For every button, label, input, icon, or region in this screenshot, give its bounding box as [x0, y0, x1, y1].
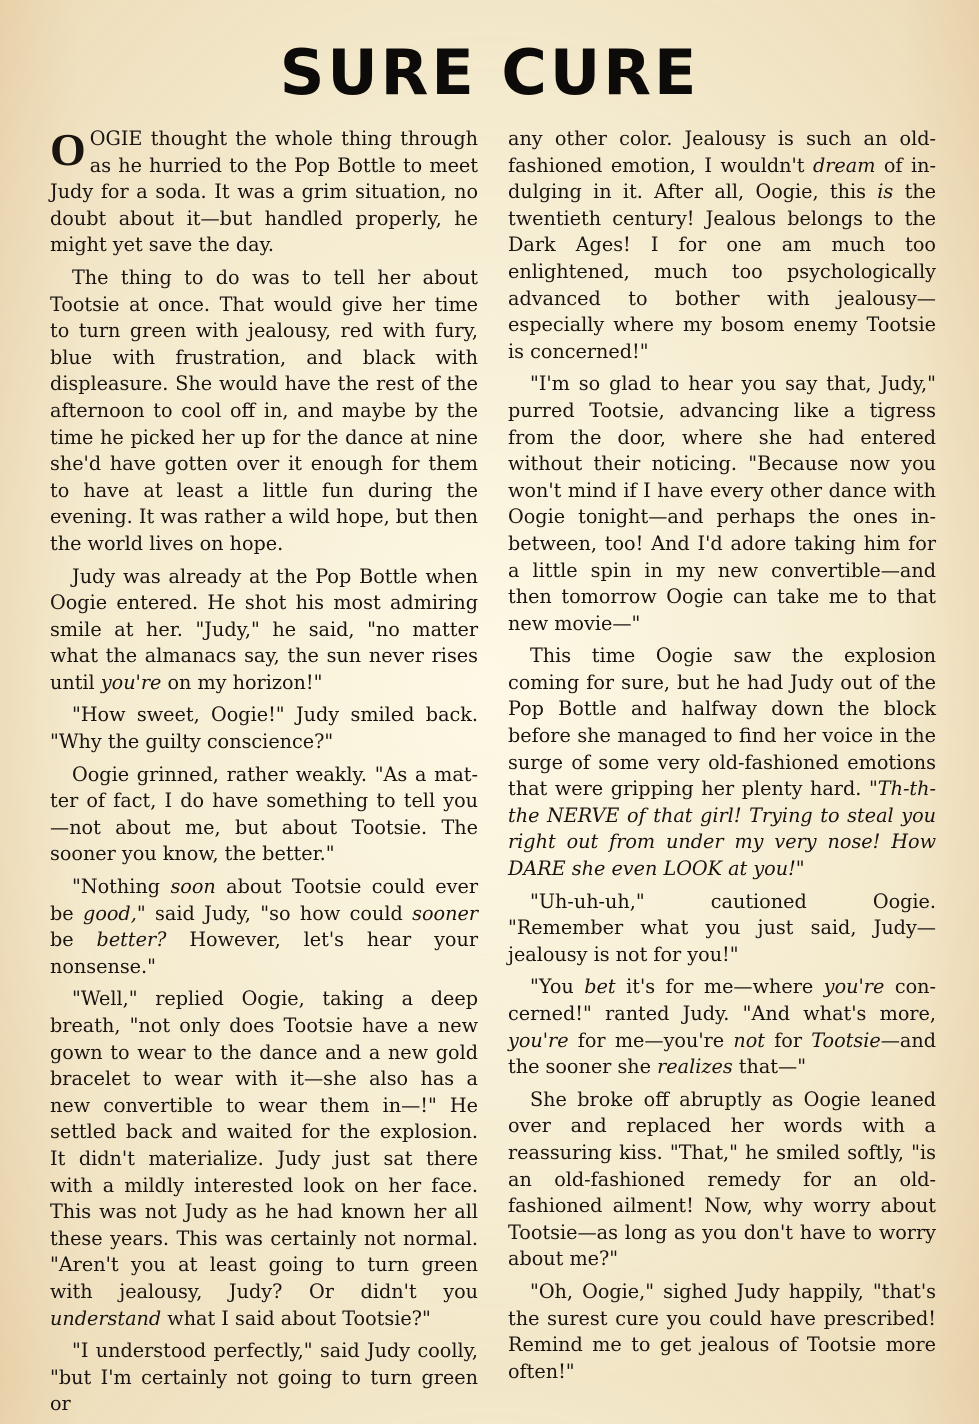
paragraph: "You bet it's for me—where you're concerned!" ranted Judy. "And what's more, you're for me—you're not for Tootsie—and the sooner she realizes that—": [508, 975, 936, 1079]
paragraph: She broke off abruptly as Oogie leaned over and replaced her words with a reassuring kiss. "That," he smiled softly, "is an old-fashioned remedy for an old-fashioned ailment! Now, why worry about Tootsie—as long as you don't have to worry about me?": [508, 1087, 936, 1271]
paragraph: "Nothing soon about Tootsie could ever be good," said Judy, "so how could sooner be better? However, let's hear your nonsense.": [50, 875, 478, 978]
paragraph: Oogie grinned, rather weakly. "As a matter of fact, I do have something to tell you—not about me, but about Tootsie. The sooner you know, the better.": [50, 762, 478, 866]
paragraph: Judy was already at the Pop Bottle when Oogie entered. He shot his most admiring smile at her. "Judy," he said, "no matter what the almanacs say, the sun never rises until you're on my horizon!": [50, 564, 478, 694]
paragraph: "Well," replied Oogie, taking a deep breath, "not only does Tootsie have a new gown to wear to the dance and a new gold bracelet to wear with it—she also has a new convertible to wear them in—!" He settled back and waited for the explosion. It didn't materialize. Judy just sat there with a mildly interested look on her face. This was not Judy as he had known her all these years. This was certainly not normal. "Aren't you at least going to turn green with jealousy, Judy? Or didn't you understand what I said about Tootsie?": [50, 987, 478, 1330]
paragraph: "Oh, Oogie," sighed Judy happily, "that's the surest cure you could have prescribed! Remind me to get jealous of Tootsie more often!": [508, 1279, 936, 1383]
paragraph: any other color. Jealousy is such an old-fashioned emotion, I wouldn't dream of indulging in it. After all, Oogie, this is the twentieth century! Jealous belongs to the Dark Ages! I for one am much too enlightened, much too psychologically advanced to bother with jealousy—especially where my bosom enemy Tootsie is concerned!": [508, 127, 936, 363]
paragraph: "I'm so glad to hear you say that, Judy," purred Tootsie, advancing like a tigress from the door, where she had entered without their noticing. "Because now you won't mind if I have every other dance with Oogie tonight—and perhaps the ones in-between, too! And I'd adore taking him for a little spin in my new convertible—and then tomorrow Oogie can take me to that new movie—": [508, 372, 936, 635]
paragraph: This time Oogie saw the explosion coming for sure, but he had Judy out of the Pop Bottle and halfway down the block before she managed to find her voice in the surge of some very old-fashioned emotions that were gripping her plenty hard. "Th-th-the NERVE of that girl! Trying to steal you right out from under my very nose! How DARE she even LOOK at you!": [508, 644, 936, 881]
paragraph: "How sweet, Oogie!" Judy smiled back. "Why the guilty conscience?": [50, 703, 478, 754]
story-title: SURE CURE: [279, 36, 700, 109]
right-column: [508, 126, 936, 1391]
paragraph: The thing to do was to tell her about Tootsie at once. That would give her time to turn green with jealousy, red with fury, blue with frustration, and black with displeasure. She would have the rest of the afternoon to cool off in, and maybe by the time he picked her up for the dance at nine she'd have gotten over it enough for them to have at least a little fun during the evening. It was rather a wild hope, but then the world lives on hope.: [50, 265, 478, 555]
paragraph-text: OGIE thought the whole thing through as he hurried to the Pop Bottle to meet Judy for a soda. It was a grim situation, no doubt about it—but handled properly, he might yet save the day.: [50, 127, 478, 257]
paragraph: [50, 126, 478, 259]
left-column: [50, 126, 478, 1424]
drop-cap: O: [50, 124, 86, 175]
paragraph: "I understood perfectly," said Judy coolly, "but I'm certainly not going to turn green or: [50, 1339, 478, 1416]
paragraph: "Uh-uh-uh," cautioned Oogie. "Remember what you just said, Judy—jealousy is not for you!": [508, 889, 936, 966]
